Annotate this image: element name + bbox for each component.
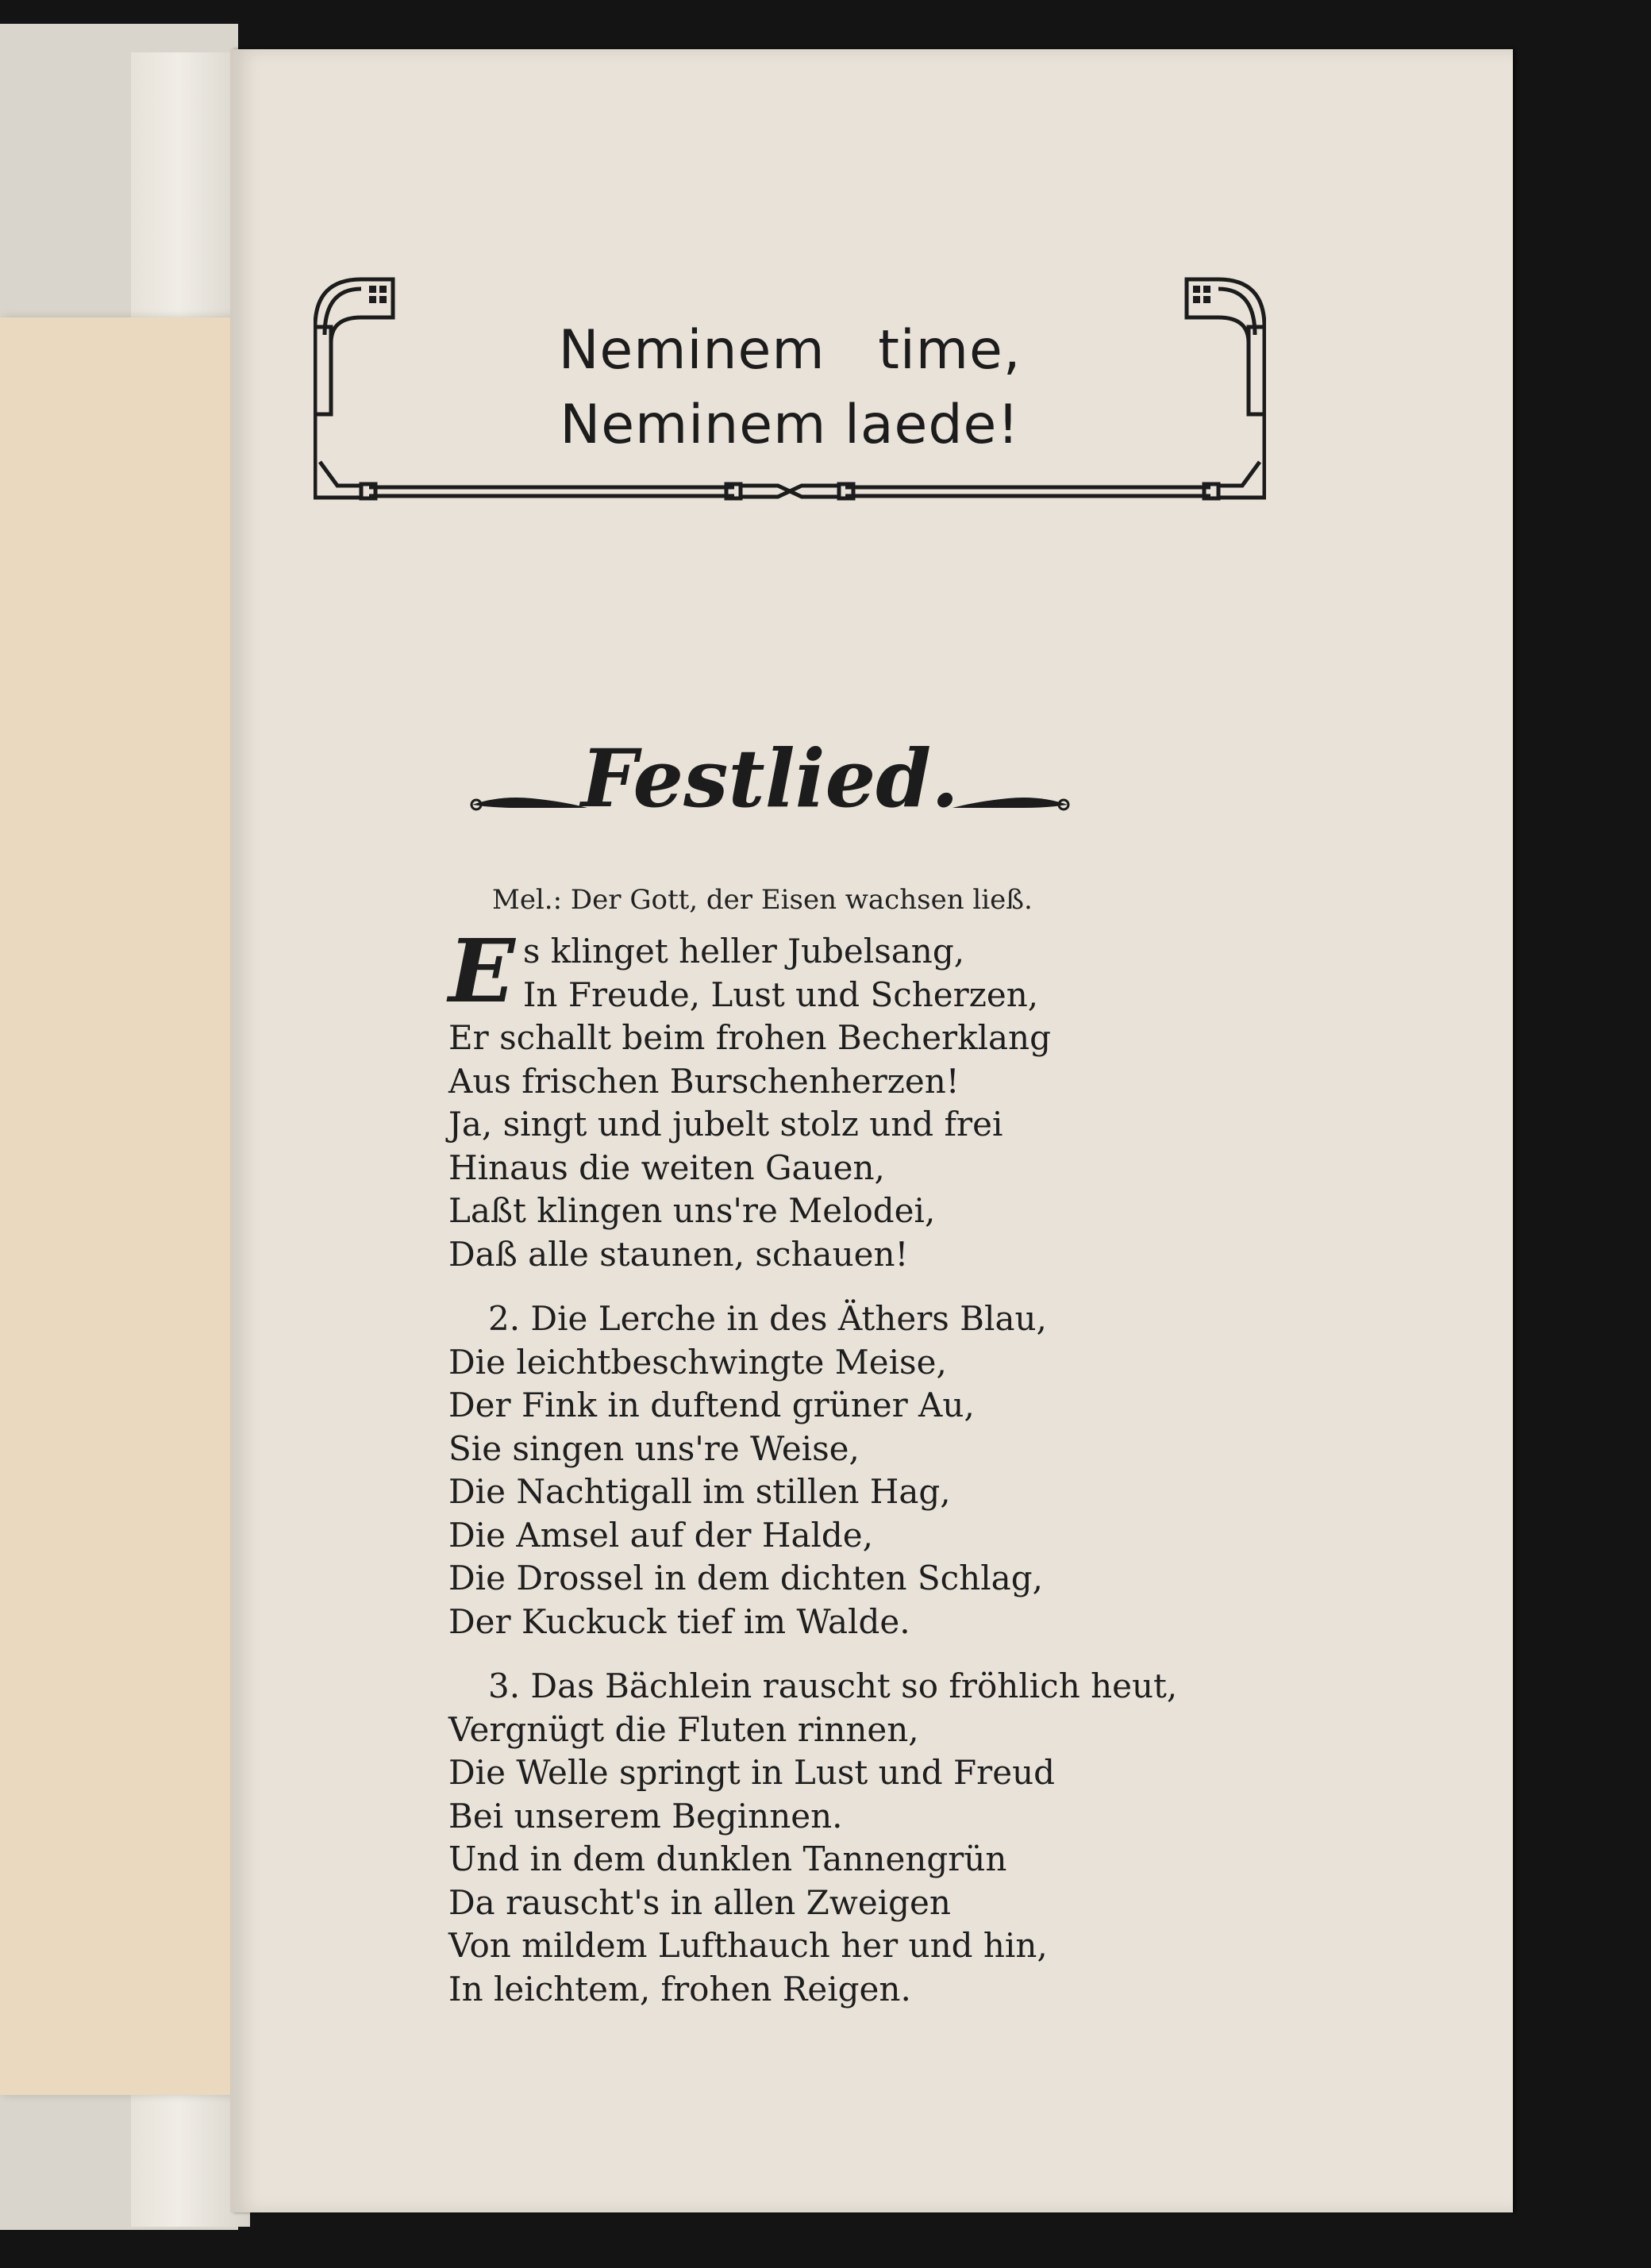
poem-line: Die Nachtigall im stillen Hag, (448, 1472, 951, 1511)
book-page (230, 49, 1513, 2212)
drop-cap: E (448, 920, 515, 1022)
stanza-1 (448, 920, 1163, 1276)
song-title: Festlied. (581, 732, 959, 825)
poem-line: s klinget heller Jubelsang, (522, 932, 965, 971)
poem-line: Und in dem dunklen Tannengrün (448, 1839, 1007, 1878)
right-flourish-icon (945, 787, 1072, 819)
poem-line: Hinaus die weiten Gauen, (448, 1147, 885, 1187)
poem-line: Sie singen uns're Weise, (448, 1428, 860, 1468)
poem-line: 3. Das Bächlein rauscht so fröhlich heut, (488, 1666, 1178, 1705)
poem-line: Die Amsel auf der Halde, (448, 1515, 874, 1555)
motto-frame (314, 271, 1266, 502)
motto-line-1: Neminem time, (558, 319, 1022, 382)
stanza-3 (448, 1665, 1178, 2011)
inserted-paper-sheet (0, 317, 254, 2095)
poem-line: In leichtem, frohen Reigen. (448, 1969, 911, 2009)
poem-line: Er schallt beim frohen Becherklang (448, 1018, 1051, 1057)
poem-line: Von mildem Lufthauch her und hin, (448, 1926, 1048, 1965)
poem-line: Der Kuckuck tief im Walde. (448, 1601, 910, 1641)
poem-line: Die Drossel in dem dichten Schlag, (448, 1559, 1043, 1597)
poem-line: Die Welle springt in Lust und Freud (448, 1753, 1055, 1792)
poem-line: Ja, singt und jubelt stolz und frei (448, 1105, 1003, 1144)
poem-line: Daß alle staunen, schauen! (448, 1234, 909, 1274)
poem-body (448, 920, 1178, 2032)
song-title-row (468, 732, 1072, 843)
poem-line: Laßt klingen uns're Melodei, (448, 1191, 936, 1230)
poem-line: Bei unserem Beginnen. (448, 1796, 843, 1836)
melody-note: Mel.: Der Gott, der Eisen wachsen ließ. (492, 884, 1033, 916)
motto-line-2: Neminem laede! (560, 394, 1020, 456)
poem-line: Vergnügt die Fluten rinnen, (448, 1709, 919, 1749)
poem-line: Die leichtbeschwingte Meise, (448, 1342, 947, 1382)
ornamental-frame-icon (314, 271, 1266, 502)
poem-line: 2. Die Lerche in des Äthers Blau, (488, 1299, 1047, 1338)
poem-line: Der Fink in duftend grüner Au, (448, 1386, 975, 1424)
poem-line: In Freude, Lust und Scherzen, (522, 974, 1039, 1014)
poem-line: Aus frischen Burschenherzen! (448, 1061, 960, 1101)
stanza-2 (448, 1297, 1163, 1643)
poem-line: Da rauscht's in allen Zweigen (448, 1882, 951, 1922)
